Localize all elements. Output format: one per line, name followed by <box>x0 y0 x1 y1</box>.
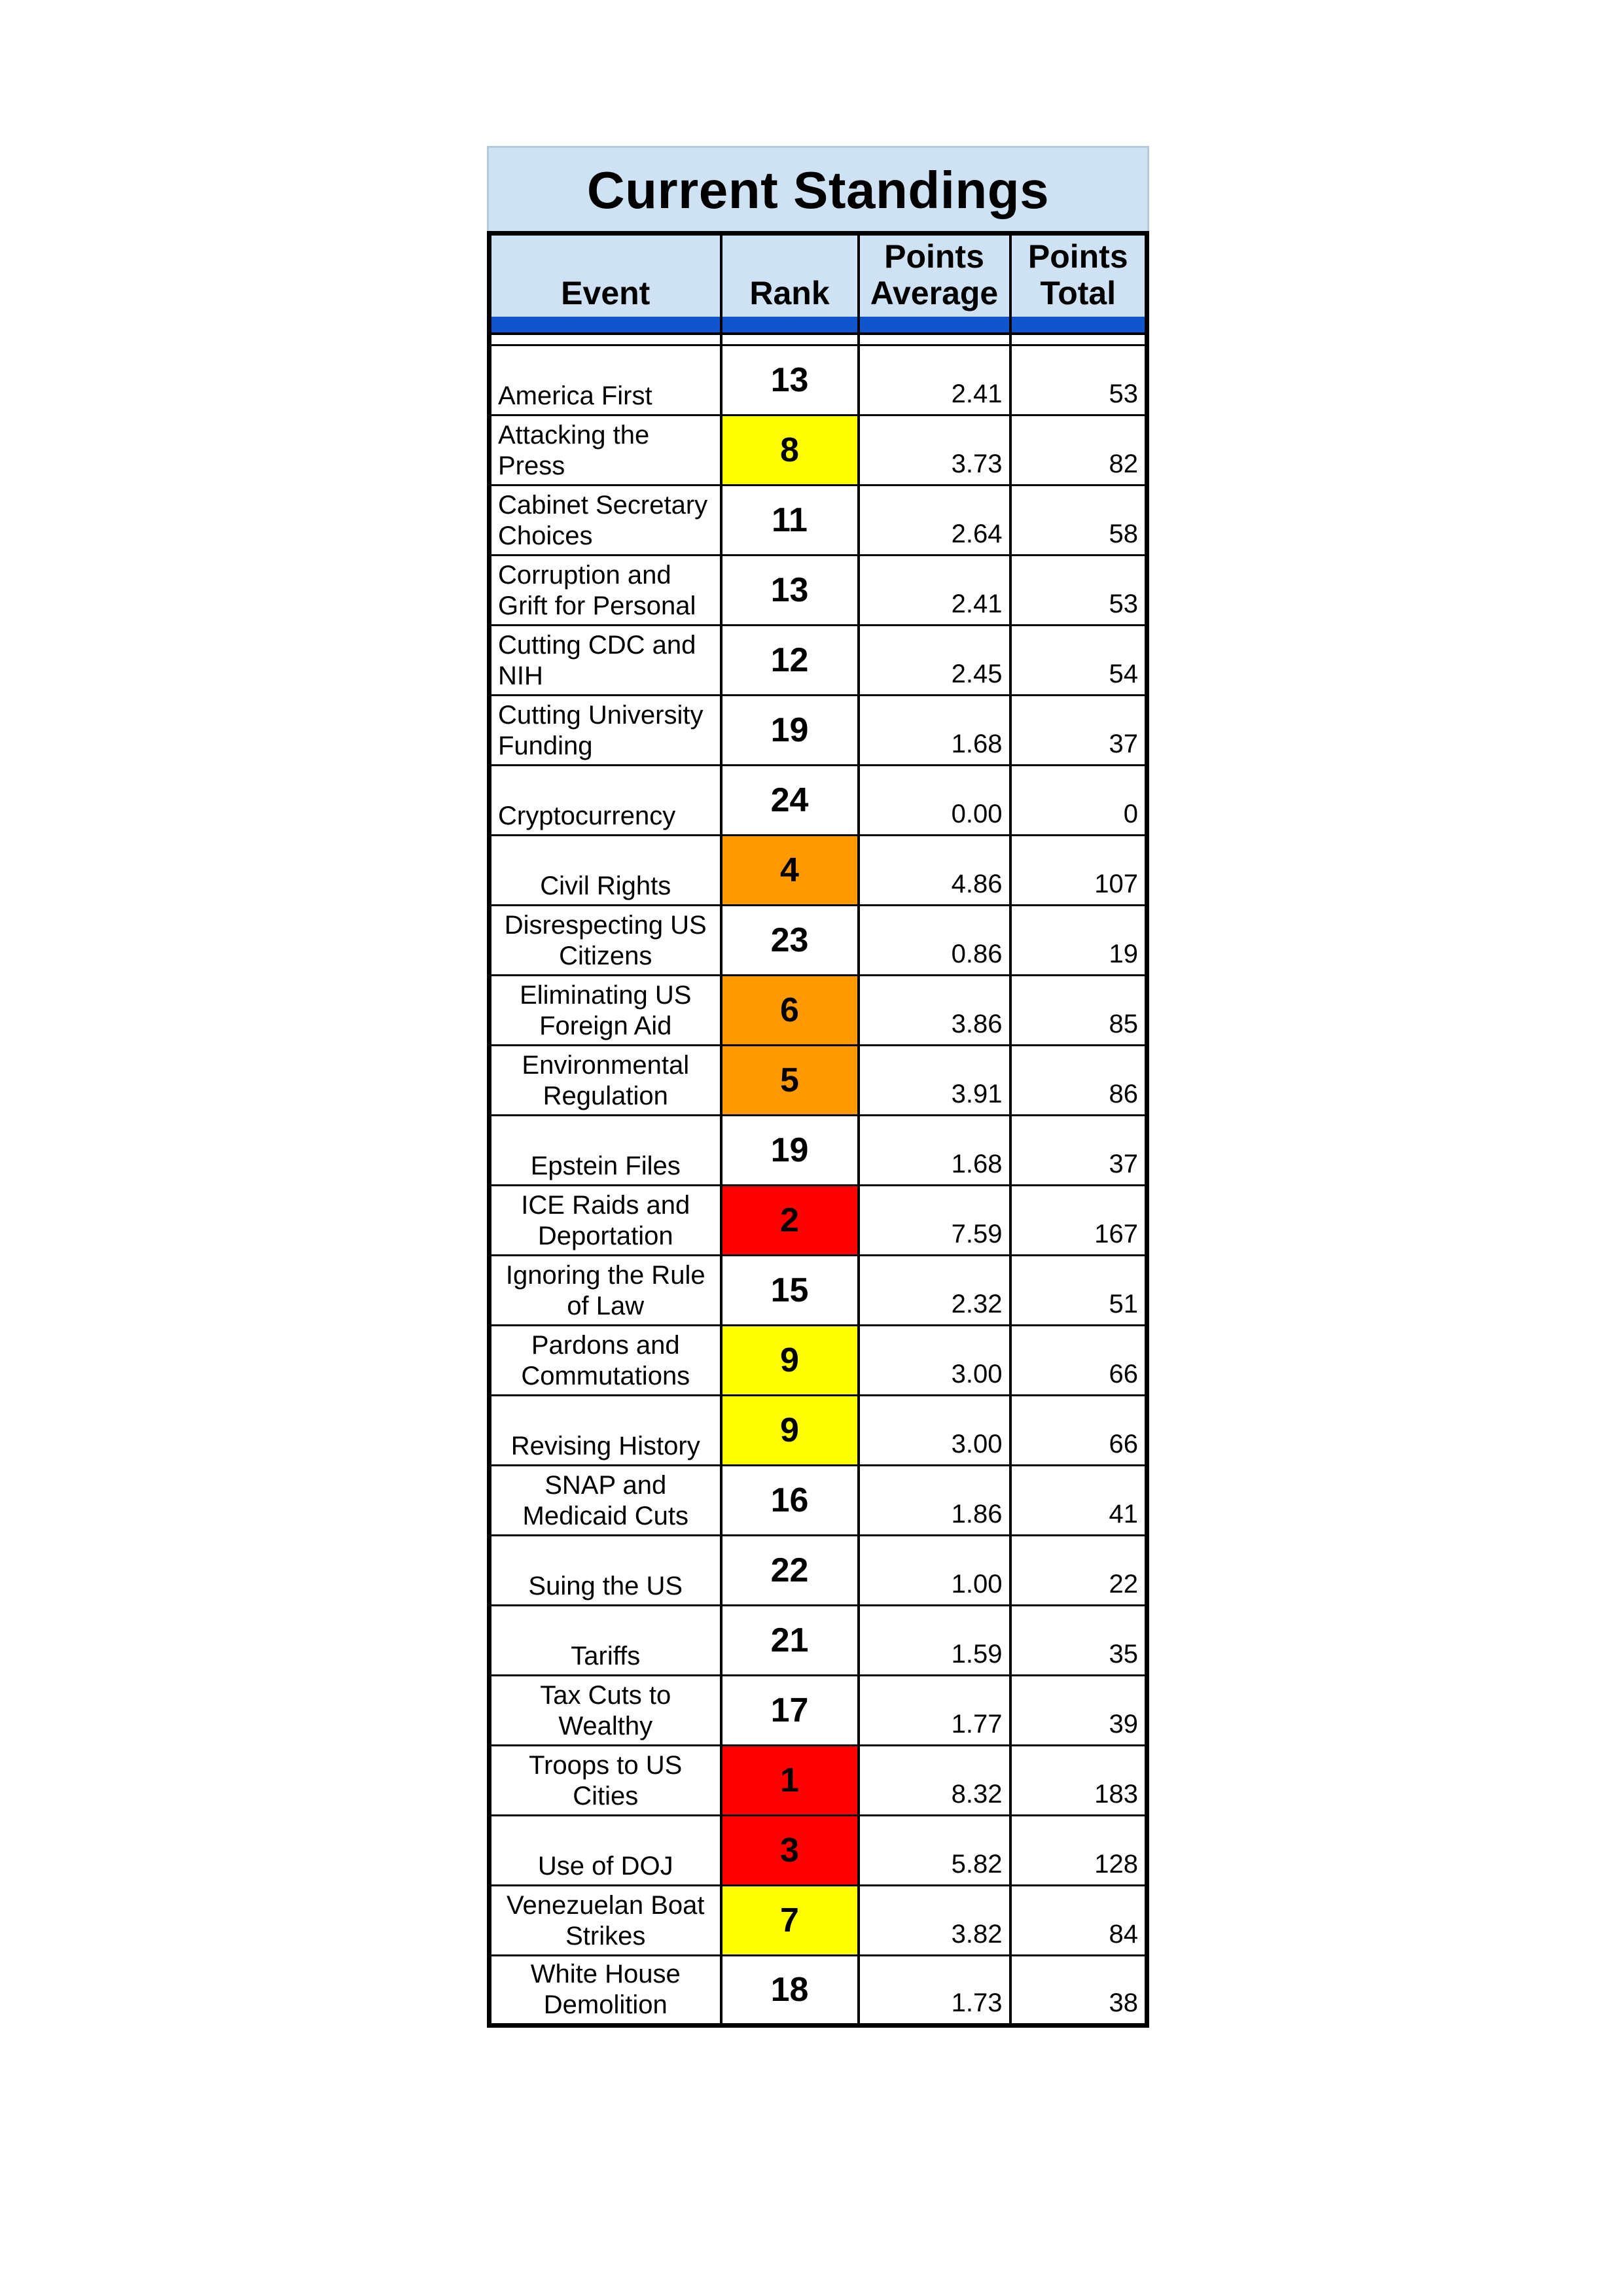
header-row <box>490 234 1147 317</box>
points-total-cell: 37 <box>1010 1116 1147 1186</box>
points-total-cell: 53 <box>1010 345 1147 415</box>
rank-cell: 12 <box>721 626 859 696</box>
points-total-cell: 107 <box>1010 836 1147 906</box>
event-name-cell: Venezuelan Boat Strikes <box>490 1886 721 1956</box>
event-name-cell: Pardons and Commutations <box>490 1326 721 1396</box>
rank-cell: 5 <box>721 1046 859 1116</box>
rank-cell: 4 <box>721 836 859 906</box>
rank-cell: 19 <box>721 1116 859 1186</box>
table-row <box>490 836 1147 906</box>
points-average-cell: 2.64 <box>859 486 1010 556</box>
points-total-cell: 51 <box>1010 1256 1147 1326</box>
rank-cell: 17 <box>721 1676 859 1746</box>
table-row <box>490 1606 1147 1676</box>
points-total-cell: 19 <box>1010 906 1147 976</box>
column-header-rank <box>721 234 859 317</box>
points-total-cell: 35 <box>1010 1606 1147 1676</box>
points-average-cell: 2.45 <box>859 626 1010 696</box>
standings-sheet <box>487 146 1149 2028</box>
event-name-cell: Revising History <box>490 1396 721 1466</box>
points-average-cell: 3.00 <box>859 1326 1010 1396</box>
points-average-cell: 1.86 <box>859 1466 1010 1536</box>
points-average-cell: 2.41 <box>859 556 1010 626</box>
points-total-cell: 66 <box>1010 1396 1147 1466</box>
rank-cell: 22 <box>721 1536 859 1606</box>
header-spacer <box>490 334 1147 345</box>
rank-cell: 23 <box>721 906 859 976</box>
points-total-cell: 0 <box>1010 766 1147 836</box>
points-total-cell: 37 <box>1010 696 1147 766</box>
event-name-cell: Cryptocurrency <box>490 766 721 836</box>
rank-cell: 15 <box>721 1256 859 1326</box>
event-name-cell: Ignoring the Rule of Law <box>490 1256 721 1326</box>
table-row <box>490 1536 1147 1606</box>
table-row <box>490 696 1147 766</box>
rank-cell: 24 <box>721 766 859 836</box>
column-header-event-label: Event <box>561 275 651 311</box>
rank-cell: 11 <box>721 486 859 556</box>
table-row <box>490 1256 1147 1326</box>
rank-cell: 6 <box>721 976 859 1046</box>
points-average-cell: 3.82 <box>859 1886 1010 1956</box>
points-total-cell: 53 <box>1010 556 1147 626</box>
points-average-cell: 3.73 <box>859 415 1010 486</box>
event-name-cell: Eliminating US Foreign Aid <box>490 976 721 1046</box>
rank-cell: 2 <box>721 1186 859 1256</box>
table-row <box>490 1816 1147 1886</box>
points-total-cell: 66 <box>1010 1326 1147 1396</box>
points-total-cell: 41 <box>1010 1466 1147 1536</box>
event-name-cell: Disrespecting US Citizens <box>490 906 721 976</box>
column-header-rank-label: Rank <box>749 275 830 311</box>
table-row <box>490 1466 1147 1536</box>
points-total-cell: 58 <box>1010 486 1147 556</box>
column-header-points-total-line1: Points <box>1027 238 1128 275</box>
points-average-cell: 3.86 <box>859 976 1010 1046</box>
points-average-cell: 1.68 <box>859 696 1010 766</box>
table-row <box>490 1676 1147 1746</box>
event-name-cell: Attacking the Press <box>490 415 721 486</box>
column-header-points-average <box>859 234 1010 317</box>
points-total-cell: 85 <box>1010 976 1147 1046</box>
event-name-cell: White House Demolition <box>490 1956 721 2026</box>
points-average-cell: 7.59 <box>859 1186 1010 1256</box>
standings-rows <box>490 345 1147 2026</box>
points-average-cell: 3.00 <box>859 1396 1010 1466</box>
rank-cell: 13 <box>721 556 859 626</box>
event-name-cell: Cutting University Funding <box>490 696 721 766</box>
points-total-cell: 22 <box>1010 1536 1147 1606</box>
points-average-cell: 3.91 <box>859 1046 1010 1116</box>
points-total-cell: 128 <box>1010 1816 1147 1886</box>
event-name-cell: America First <box>490 345 721 415</box>
table-row <box>490 1116 1147 1186</box>
points-average-cell: 2.32 <box>859 1256 1010 1326</box>
points-average-cell: 1.59 <box>859 1606 1010 1676</box>
column-header-points-total <box>1010 234 1147 317</box>
points-total-cell: 183 <box>1010 1746 1147 1816</box>
points-total-cell: 38 <box>1010 1956 1147 2026</box>
points-average-cell: 1.77 <box>859 1676 1010 1746</box>
event-name-cell: Civil Rights <box>490 836 721 906</box>
points-average-cell: 1.68 <box>859 1116 1010 1186</box>
column-header-points-total-line2: Total <box>1040 275 1116 311</box>
event-name-cell: Cabinet Secretary Choices <box>490 486 721 556</box>
table-row <box>490 415 1147 486</box>
points-average-cell: 4.86 <box>859 836 1010 906</box>
table-row <box>490 556 1147 626</box>
event-name-cell: ICE Raids and Deportation <box>490 1186 721 1256</box>
table-row <box>490 1886 1147 1956</box>
table-row <box>490 1046 1147 1116</box>
points-total-cell: 86 <box>1010 1046 1147 1116</box>
table-row <box>490 626 1147 696</box>
table-row <box>490 486 1147 556</box>
table-row <box>490 1956 1147 2026</box>
event-name-cell: Troops to US Cities <box>490 1746 721 1816</box>
rank-cell: 21 <box>721 1606 859 1676</box>
points-total-cell: 84 <box>1010 1886 1147 1956</box>
points-total-cell: 82 <box>1010 415 1147 486</box>
event-name-cell: Suing the US <box>490 1536 721 1606</box>
event-name-cell: Cutting CDC and NIH <box>490 626 721 696</box>
rank-cell: 13 <box>721 345 859 415</box>
column-header-points-average-line2: Average <box>870 275 999 311</box>
column-header-event <box>490 234 721 317</box>
points-average-cell: 2.41 <box>859 345 1010 415</box>
rank-cell: 16 <box>721 1466 859 1536</box>
rank-cell: 7 <box>721 1886 859 1956</box>
standings-table <box>487 231 1149 2028</box>
table-row <box>490 1326 1147 1396</box>
points-total-cell: 54 <box>1010 626 1147 696</box>
table-row <box>490 1746 1147 1816</box>
points-average-cell: 0.00 <box>859 766 1010 836</box>
event-name-cell: Epstein Files <box>490 1116 721 1186</box>
event-name-cell: SNAP and Medicaid Cuts <box>490 1466 721 1536</box>
points-average-cell: 1.00 <box>859 1536 1010 1606</box>
table-row <box>490 1396 1147 1466</box>
points-average-cell: 0.86 <box>859 906 1010 976</box>
rank-cell: 8 <box>721 415 859 486</box>
event-name-cell: Use of DOJ <box>490 1816 721 1886</box>
table-row <box>490 1186 1147 1256</box>
table-row <box>490 766 1147 836</box>
event-name-cell: Tax Cuts to Wealthy <box>490 1676 721 1746</box>
points-total-cell: 167 <box>1010 1186 1147 1256</box>
table-row <box>490 345 1147 415</box>
event-name-cell: Corruption and Grift for Personal <box>490 556 721 626</box>
rank-cell: 9 <box>721 1326 859 1396</box>
table-row <box>490 906 1147 976</box>
rank-cell: 1 <box>721 1746 859 1816</box>
page-title: Current Standings <box>487 146 1149 231</box>
event-name-cell: Environmental Regulation <box>490 1046 721 1116</box>
column-header-points-average-line1: Points <box>884 238 984 275</box>
rank-cell: 19 <box>721 696 859 766</box>
rank-cell: 3 <box>721 1816 859 1886</box>
rank-cell: 9 <box>721 1396 859 1466</box>
points-total-cell: 39 <box>1010 1676 1147 1746</box>
rank-cell: 18 <box>721 1956 859 2026</box>
points-average-cell: 1.73 <box>859 1956 1010 2026</box>
points-average-cell: 8.32 <box>859 1746 1010 1816</box>
event-name-cell: Tariffs <box>490 1606 721 1676</box>
table-row <box>490 976 1147 1046</box>
header-accent-bar <box>490 317 1147 334</box>
points-average-cell: 5.82 <box>859 1816 1010 1886</box>
